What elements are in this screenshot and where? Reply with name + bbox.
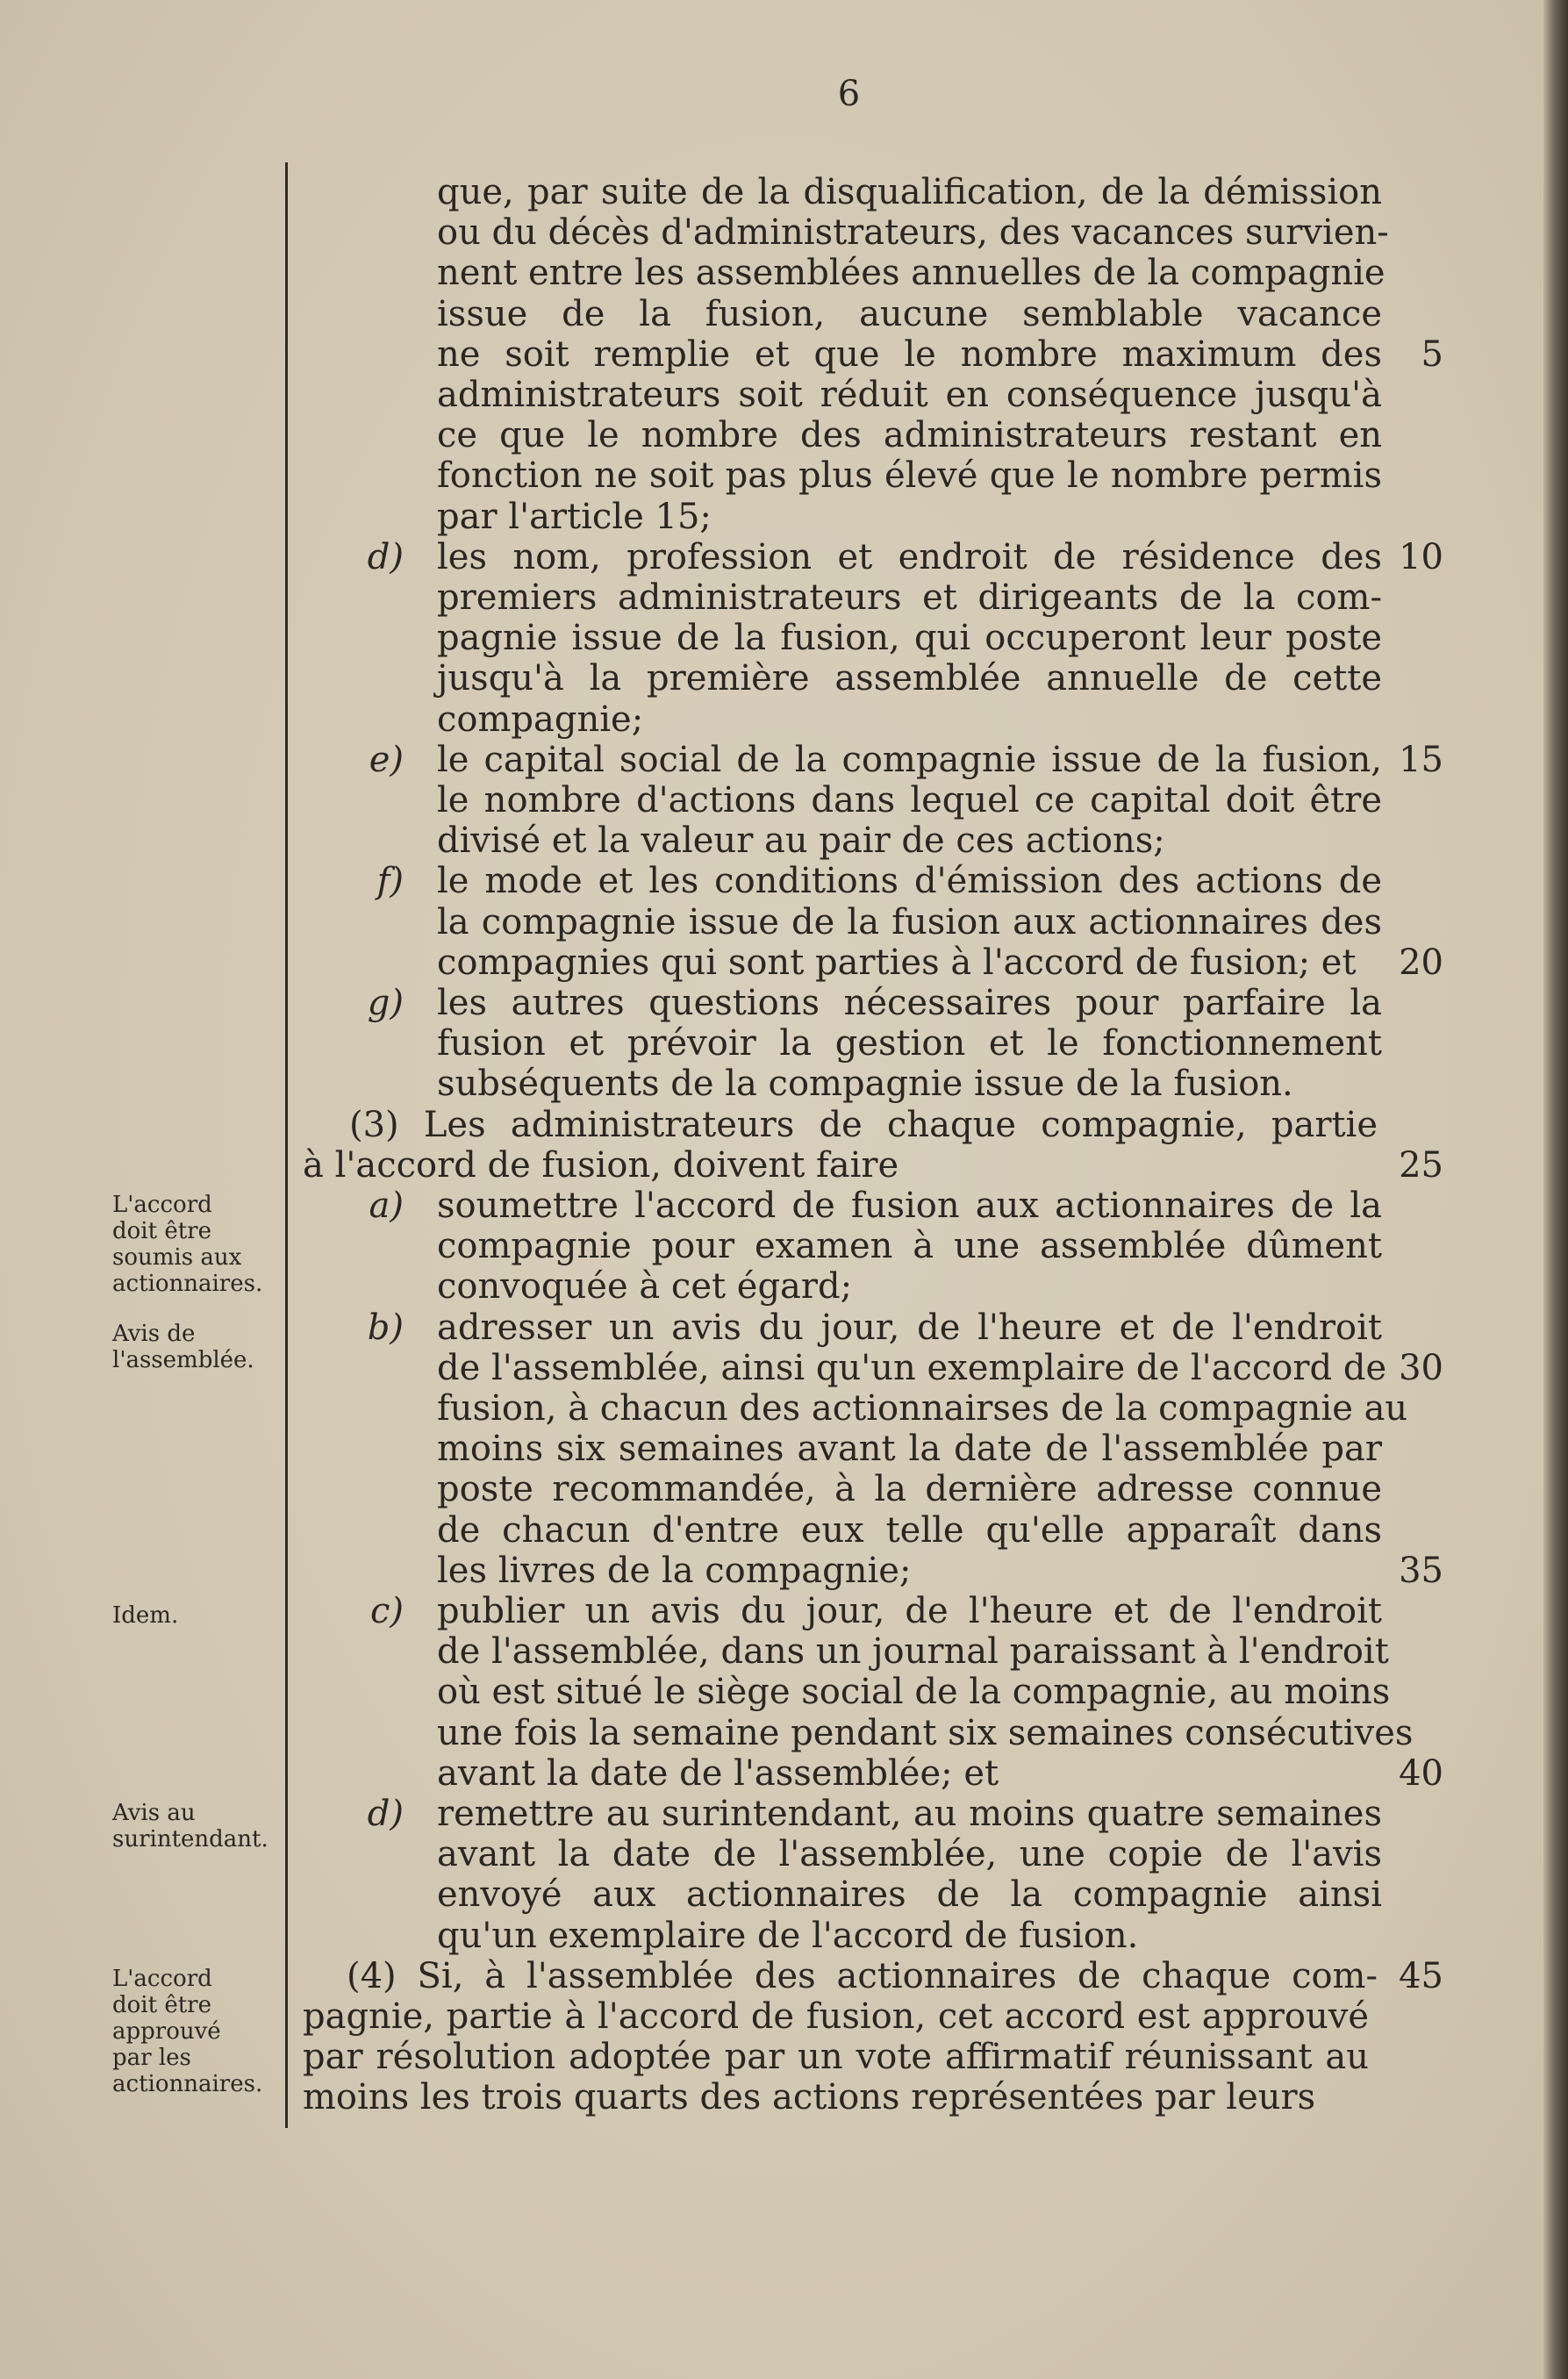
text-line: envoyé aux actionnaires de la compagnie ainsi: [437, 1874, 1382, 1916]
line-number: 30: [1399, 1347, 1443, 1388]
margin-note: [112, 1800, 288, 1852]
margin-note-line: surintendant.: [112, 1826, 268, 1852]
text-line: où est situé le siège social de la compagnie, au moins: [437, 1672, 1391, 1713]
text-line: remettre au surintendant, au moins quatre semaines: [437, 1794, 1382, 1834]
item-marker: d): [367, 536, 404, 577]
margin-note-line: L'accord: [112, 1192, 212, 1218]
text-line: moins les trois quarts des actions représentées par leurs: [303, 2077, 1316, 2118]
line-number: 10: [1399, 536, 1443, 577]
margin-note: [112, 1321, 288, 1373]
item-marker: d): [367, 1794, 404, 1834]
line-number: 25: [1399, 1144, 1443, 1186]
item-marker: a): [369, 1186, 404, 1226]
text-line: divisé et la valeur au pair de ces actions;: [437, 820, 1165, 862]
margin-note-line: actionnaires.: [112, 2071, 263, 2097]
text-line: compagnie;: [437, 699, 644, 740]
text-line: le capital social de la compagnie issue de la fusion,: [437, 739, 1382, 780]
margin-note-line: par les: [112, 2045, 191, 2071]
text-line: (3) Les administrateurs de chaque compagnie, partie: [349, 1104, 1378, 1145]
text-line: une fois la semaine pendant six semaines consécutives: [437, 1712, 1414, 1753]
text-line: que, par suite de la disqualification, de la démission: [437, 172, 1382, 212]
margin-note-line: Avis au: [112, 1800, 196, 1826]
margin-note-line: Idem.: [112, 1602, 179, 1629]
text-line: issue de la fusion, aucune semblable vacance: [437, 293, 1382, 334]
text-line: soumettre l'accord de fusion aux actionnaires de la: [437, 1186, 1382, 1226]
text-line: la compagnie issue de la fusion aux actionnaires des: [437, 901, 1382, 942]
text-line: subséquents de la compagnie issue de la fusion.: [437, 1064, 1293, 1105]
text-line: ou du décès d'administrateurs, des vacances survien-: [437, 212, 1389, 254]
line-number: 45: [1399, 1955, 1443, 1996]
line-number: 35: [1399, 1550, 1443, 1591]
text-line: à l'accord de fusion, doivent faire: [303, 1144, 899, 1186]
text-line: nent entre les assemblées annuelles de la compagnie: [437, 253, 1385, 294]
item-marker: e): [369, 739, 404, 780]
text-line: adresser un avis du jour, de l'heure et de l'endroit: [437, 1307, 1382, 1348]
text-line: les autres questions nécessaires pour parfaire la: [437, 983, 1382, 1023]
text-line: les nom, profession et endroit de résidence des: [437, 536, 1382, 577]
page-number: 6: [837, 74, 861, 114]
item-marker: c): [369, 1591, 404, 1631]
text-line: avant la date de l'assemblée; et: [437, 1752, 999, 1794]
text-line: avant la date de l'assemblée, une copie de l'avis: [437, 1834, 1382, 1875]
text-line: fusion et prévoir la gestion et le fonctionnement: [437, 1023, 1382, 1064]
text-line: premiers administrateurs et dirigeants de la com-: [437, 577, 1382, 618]
margin-note-line: approuvé: [112, 2018, 221, 2045]
text-line: les livres de la compagnie;: [437, 1550, 912, 1591]
line-number: 40: [1399, 1752, 1443, 1794]
item-marker: g): [367, 983, 404, 1023]
margin-note: [112, 1192, 288, 1297]
text-line: de l'assemblée, ainsi qu'un exemplaire de l'accord de: [437, 1347, 1387, 1388]
line-number: 15: [1399, 739, 1443, 780]
margin-note-line: doit être: [112, 1992, 211, 2018]
item-marker: f): [376, 861, 404, 902]
text-line: fonction ne soit pas plus élevé que le nombre permis: [437, 455, 1382, 497]
margin-note-line: L'accord: [112, 1966, 212, 1992]
text-line: convoquée à cet égard;: [437, 1266, 853, 1308]
item-marker: b): [367, 1307, 404, 1348]
text-line: le nombre d'actions dans lequel ce capital doit être: [437, 780, 1382, 820]
text-line: qu'un exemplaire de l'accord de fusion.: [437, 1915, 1139, 1956]
text-line: ce que le nombre des administrateurs restant en: [437, 415, 1382, 456]
margin-note-line: Avis de: [112, 1321, 196, 1347]
margin-note-line: l'assemblée.: [112, 1347, 254, 1373]
margin-note-line: soumis aux: [112, 1244, 242, 1271]
text-line: fusion, à chacun des actionnairses de la compagnie au: [437, 1388, 1408, 1429]
text-line: par l'article 15;: [437, 496, 712, 537]
margin-note-line: actionnaires.: [112, 1271, 263, 1297]
line-number: 5: [1421, 333, 1443, 375]
line-number: 20: [1399, 942, 1443, 983]
text-line: moins six semaines avant la date de l'assemblée par: [437, 1429, 1382, 1470]
text-line: jusqu'à la première assemblée annuelle de cette: [437, 658, 1382, 699]
text-line: par résolution adoptée par un vote affirmatif réunissant au: [303, 2037, 1369, 2078]
text-line: de l'assemblée, dans un journal paraissant à l'endroit: [437, 1631, 1389, 1673]
margin-note-line: doit être: [112, 1218, 211, 1244]
text-line: compagnies qui sont parties à l'accord de fusion; et: [437, 942, 1357, 983]
text-line: poste recommandée, à la dernière adresse connue: [437, 1469, 1382, 1510]
text-line: pagnie, partie à l'accord de fusion, cet accord est approuvé: [303, 1996, 1369, 2037]
page-binding-edge: [1543, 0, 1568, 2379]
text-line: pagnie issue de la fusion, qui occuperont leur poste: [437, 618, 1382, 659]
text-line: publier un avis du jour, de l'heure et de l'endroit: [437, 1591, 1382, 1631]
margin-note: [112, 1602, 288, 1629]
text-line: de chacun d'entre eux telle qu'elle apparaît dans: [437, 1509, 1382, 1551]
text-line: compagnie pour examen à une assemblée dûment: [437, 1226, 1382, 1267]
text-line: administrateurs soit réduit en conséquence jusqu'à: [437, 375, 1382, 415]
text-line: le mode et les conditions d'émission des actions de: [437, 861, 1382, 902]
text-line: (4) Si, à l'assemblée des actionnaires de chaque com-: [347, 1955, 1378, 1996]
text-line: ne soit remplie et que le nombre maximum des: [437, 333, 1382, 375]
margin-note: [112, 1966, 288, 2097]
